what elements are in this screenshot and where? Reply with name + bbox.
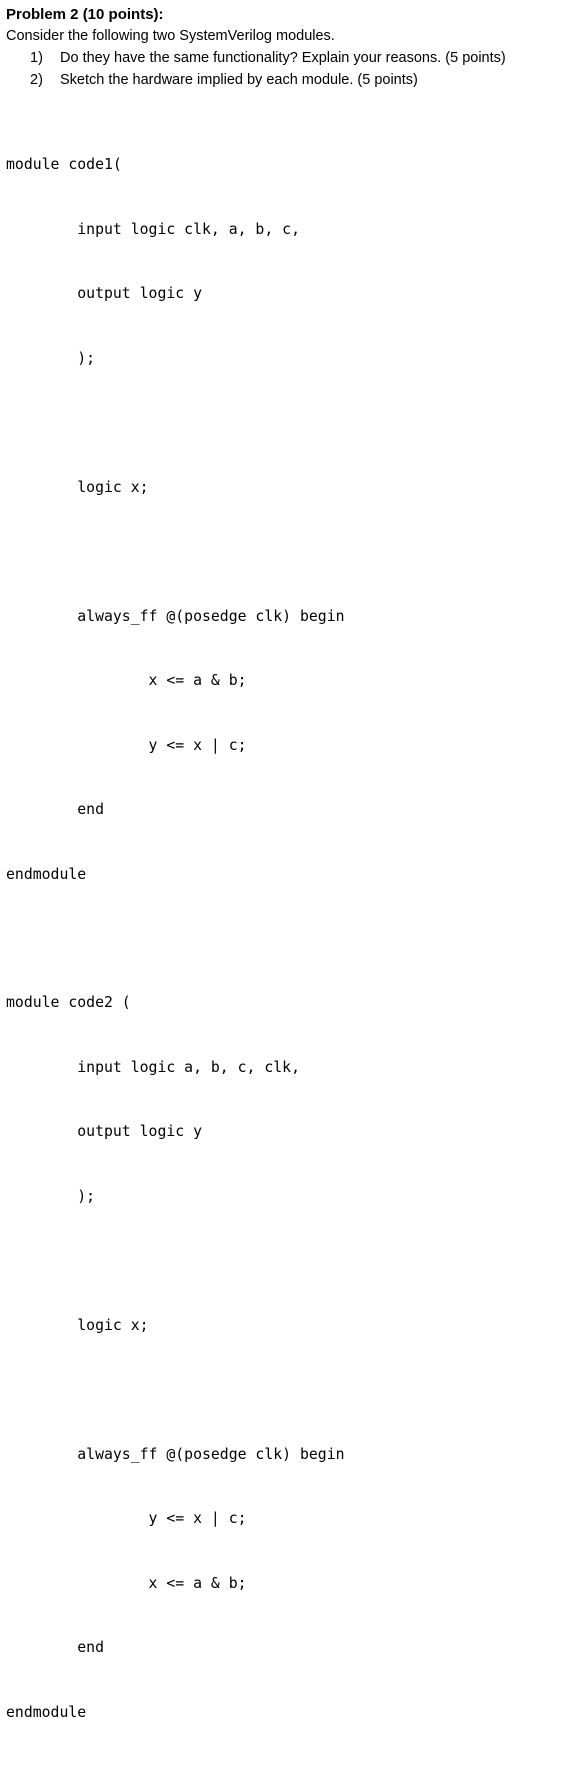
code-block-code1 <box>6 111 578 928</box>
question-text: Do they have the same functionality? Explain your reasons. (5 points) <box>60 50 506 66</box>
code-line: end <box>6 1639 104 1656</box>
code-line: ); <box>6 1187 96 1205</box>
code-line: ); <box>6 349 96 367</box>
code-line <box>6 1379 578 1401</box>
question-item <box>6 47 578 69</box>
code-line: always_ff @(posedge clk) begin <box>6 1445 345 1463</box>
code-line <box>6 541 578 563</box>
code-line: x <= a & b; <box>6 672 247 689</box>
question-item <box>6 69 578 91</box>
question-number: 1) <box>30 50 43 66</box>
code-line: logic x; <box>6 478 149 496</box>
code-line <box>6 412 578 434</box>
code-line: output logic y <box>6 1123 202 1140</box>
code-line: x <= a & b; <box>6 1574 247 1592</box>
code-line: y <= x | c; <box>6 736 247 754</box>
question-number: 2) <box>30 72 43 88</box>
code-line: module code1( <box>6 156 122 173</box>
code-line: endmodule <box>6 1703 87 1721</box>
question-list <box>6 47 578 91</box>
code-line: always_ff @(posedge clk) begin <box>6 607 345 625</box>
code-line: logic x; <box>6 1316 149 1334</box>
code-line: input logic a, b, c, clk, <box>6 1058 300 1076</box>
code-line: input logic clk, a, b, c, <box>6 220 300 238</box>
problem-intro: Consider the following two SystemVerilog modules. <box>6 28 335 44</box>
code-line <box>6 1250 578 1272</box>
code-line: module code2 ( <box>6 994 131 1011</box>
code-line: end <box>6 801 104 818</box>
code-line: output logic y <box>6 285 202 302</box>
code-block-code2 <box>6 949 578 1766</box>
code-line: endmodule <box>6 865 87 883</box>
question-text: Sketch the hardware implied by each module. (5 points) <box>60 72 418 88</box>
code-line: y <= x | c; <box>6 1510 247 1527</box>
problem-title: Problem 2 (10 points): <box>6 6 164 23</box>
